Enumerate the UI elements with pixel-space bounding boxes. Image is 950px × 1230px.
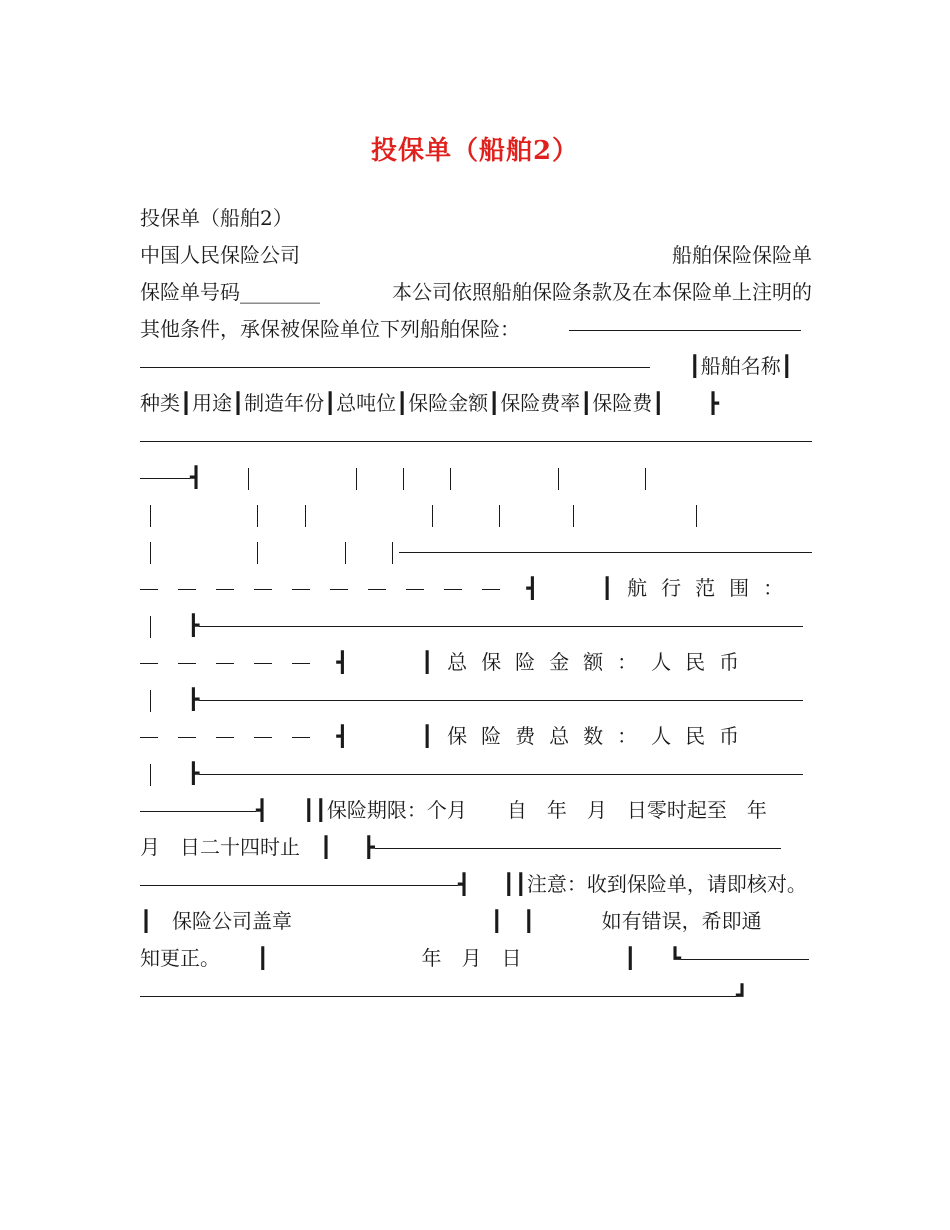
table-cells-row-1 — [140, 459, 812, 496]
total-premium-value-row — [140, 755, 812, 792]
table-border-line — [399, 552, 812, 553]
correction-row — [140, 940, 812, 977]
table-cells-row-3 — [140, 533, 812, 570]
table-border-line — [199, 774, 803, 775]
intro-row-2 — [140, 311, 812, 348]
period-row-1 — [140, 792, 812, 829]
intro-text-2: 其他条件，承保被保险单位下列船舶保险： — [140, 317, 520, 341]
doc-subtitle: 投保单（船舶2） — [140, 206, 293, 230]
table-border-line — [140, 885, 458, 886]
cell-divider — [432, 505, 433, 527]
total-amount-row — [140, 644, 812, 681]
total-premium-label: ┃保险费总数：人民币 — [421, 724, 754, 748]
table-border-line — [199, 626, 803, 627]
table-border-row-1 — [140, 348, 812, 385]
insurance-period-end: 月 日二十四时止 ┃ — [140, 835, 333, 859]
table-border-line — [140, 367, 650, 368]
intro-text-1: 本公司依照船舶保险条款及在本保险单上注明的 — [392, 280, 812, 304]
cell-divider — [558, 468, 559, 490]
total-amount-value-row — [140, 681, 812, 718]
cell-divider — [573, 505, 574, 527]
total-premium-row — [140, 718, 812, 755]
cell-divider — [499, 505, 500, 527]
row-end-marker: ┫ — [190, 465, 203, 489]
cell-divider — [150, 505, 151, 527]
row-end-marker: ┫ — [526, 576, 539, 600]
row-end-marker: ┫ — [336, 724, 349, 748]
correction-text: 知更正。 — [140, 946, 220, 970]
company-row — [140, 237, 812, 274]
cell-divider — [150, 616, 151, 638]
cell-divider — [696, 505, 697, 527]
table-border-row-2 — [140, 422, 812, 459]
period-row-2 — [140, 829, 812, 866]
nav-range-row — [140, 607, 812, 644]
table-border-line — [375, 848, 781, 849]
policy-type: 船舶保险保险单 — [672, 243, 812, 267]
cell-divider: ┃ — [624, 946, 637, 970]
cell-divider — [450, 468, 451, 490]
cell-divider — [305, 505, 306, 527]
notice-text: ┃┃注意：收到保险单，请即核对。 — [502, 872, 807, 896]
cell-divider — [345, 542, 346, 564]
row-end-marker: ┫ — [336, 650, 349, 674]
table-bottom-border — [140, 996, 736, 997]
col-ship-name: ┃船舶名称┃ — [688, 354, 793, 378]
table-cells-row-2 — [140, 496, 812, 533]
cell-divider — [150, 542, 151, 564]
company-name: 中国人民保险公司 — [140, 243, 300, 267]
stamp-box-dividers: ┃ ┃ — [490, 909, 535, 933]
cell-divider — [392, 542, 393, 564]
cell-divider — [356, 468, 357, 490]
cell-divider — [403, 468, 404, 490]
date-field: 年 月 日 — [421, 946, 522, 970]
cell-divider — [150, 690, 151, 712]
cell-divider — [257, 542, 258, 564]
table-dashed-row — [140, 570, 812, 607]
navigation-range-label: ┃航行范围： — [601, 576, 798, 600]
table-border-line — [140, 478, 190, 479]
row-start-marker: ┣ — [187, 761, 200, 785]
row-start-marker: ┣ — [707, 391, 720, 415]
table-column-headers: 种类┃用途┃制造年份┃总吨位┃保险金额┃保险费率┃保险费┃ — [140, 391, 665, 415]
table-border-line — [140, 811, 256, 812]
company-stamp-label: ┃ 保险公司盖章 — [140, 909, 293, 933]
cell-divider — [248, 468, 249, 490]
error-note: 如有错误，希即通 — [601, 909, 762, 933]
document-body — [140, 200, 812, 1014]
row-start-marker: ┣ — [362, 835, 375, 859]
total-amount-label: ┃总保险金额：人民币 — [421, 650, 754, 674]
table-corner-bottom-right: ┛ — [736, 983, 749, 1007]
page-title: 投保单（船舶2） — [370, 136, 580, 166]
cell-divider — [150, 764, 151, 786]
table-corner-bottom-left: ┗ — [668, 946, 682, 970]
table-bottom-row — [140, 977, 812, 1014]
policy-number-row — [140, 274, 812, 311]
table-border-line — [140, 441, 812, 442]
cell-divider: ┃ — [256, 946, 269, 970]
table-top-border — [569, 330, 801, 331]
policy-number-field: 保险单号码________ — [140, 280, 320, 304]
notice-row — [140, 866, 812, 903]
row-start-marker: ┣ — [187, 687, 200, 711]
row-start-marker: ┣ — [187, 613, 200, 637]
table-border-line — [681, 959, 809, 960]
table-border-line — [199, 700, 803, 701]
cell-divider — [645, 468, 646, 490]
row-end-marker: ┫ — [458, 872, 471, 896]
cell-divider — [257, 505, 258, 527]
insurance-period-start: ┃┃保险期限：个月 自 年 月 日零时起至 年 — [302, 798, 767, 822]
row-end-marker: ┫ — [256, 798, 269, 822]
stamp-row — [140, 903, 812, 940]
table-columns-row — [140, 385, 812, 422]
